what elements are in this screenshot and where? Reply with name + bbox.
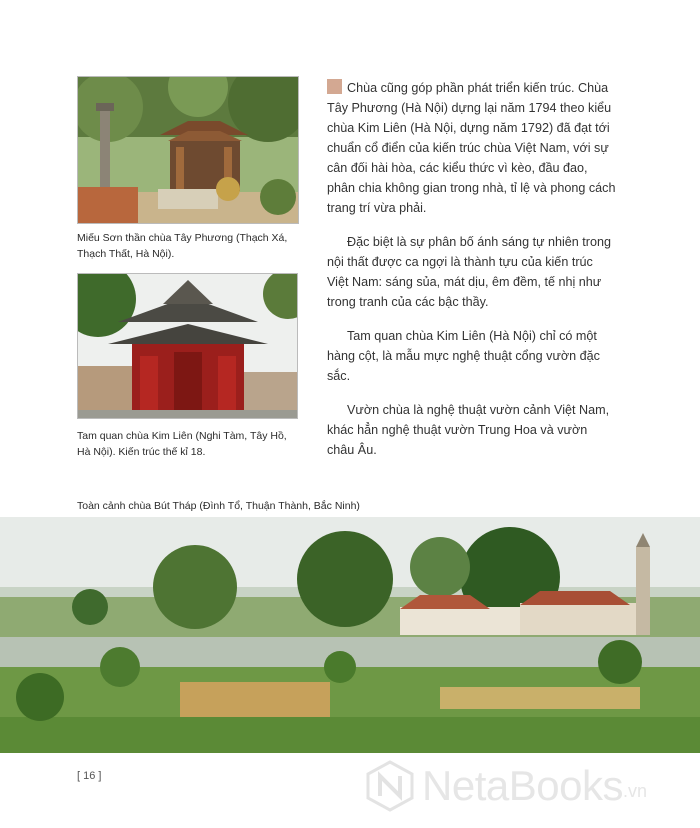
photo1-caption: Miếu Sơn thần chùa Tây Phương (Thạch Xá, Thạch Thất, Hà Nội). [77,232,288,260]
photo2-caption: Tam quan chùa Kim Liên (Nghi Tàm, Tây Hồ, Hà Nội). Kiến trúc thế kỉ 18. [77,430,287,458]
paragraph-4: Vườn chùa là nghệ thuật vườn cảnh Việt Nam, khác hẳn nghệ thuật vườn Trung Hoa và vườn châu Âu. [327,403,610,457]
panorama-caption: Toàn cảnh chùa Bút Tháp (Đình Tổ, Thuận Thành, Bắc Ninh) [77,500,360,512]
paragraph-2: Đặc biệt là sự phân bố ánh sáng tự nhiên trong nội thất được ca ngợi là thành tựu của kiến trúc Việt Nam: sáng sủa, mát dịu, êm đềm, tế nhị như trong tranh của các bậc thầy. [327,235,612,309]
watermark-brand: NetaBooks [422,762,623,809]
netabooks-watermark [364,756,694,816]
paragraph-1: Chùa cũng góp phần phát triển kiến trúc. Chùa Tây Phương (Hà Nội) dựng lại năm 1794 theo kiểu chùa Kim Liên (Hà Nội, dựng năm 1792) đã đạt tới chuẩn cổ điển của kiến trúc chùa Việt Nam, với sự cân đối hài hòa, các kiểu thức vì kèo, đầu đao, phân chia không gian trong nhà, tỉ lệ và phong cách trang trí vừa phải. [327,81,616,215]
netabooks-logo-icon [364,760,416,812]
dropcap-block [327,79,342,94]
watermark-suffix: .vn [622,781,647,801]
article-body [327,78,617,474]
photo-tam-quan-kim-lien [77,273,298,419]
photo-mieu-son-than [77,76,299,224]
page-number: [ 16 ] [77,770,102,782]
paragraph-3: Tam quan chùa Kim Liên (Hà Nội) chỉ có một hàng cột, là mẫu mực nghệ thuật cổng vườn đặc sắc. [327,329,600,383]
photo-panorama-but-thap [0,517,700,753]
